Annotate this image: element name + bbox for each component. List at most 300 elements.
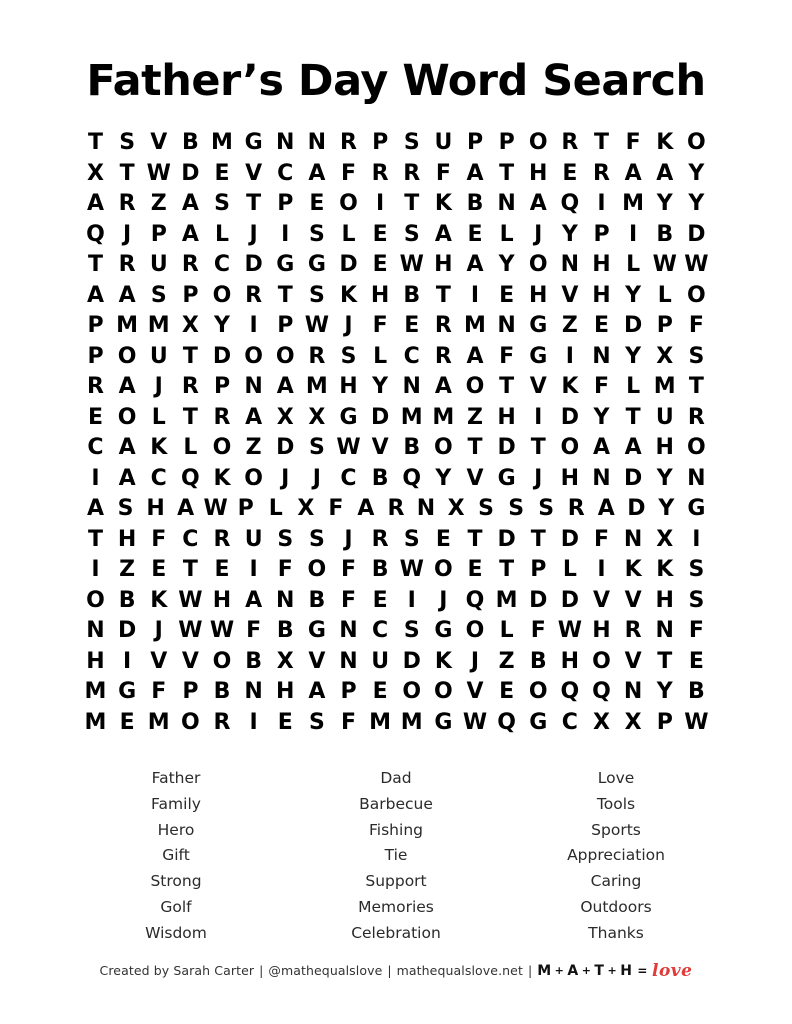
grid-cell: N xyxy=(307,130,327,156)
grid-cell: O xyxy=(402,679,422,705)
grid-cell: H xyxy=(529,160,548,186)
grid-cell: I xyxy=(534,404,543,430)
grid-cell: N xyxy=(560,252,580,278)
grid-cell: L xyxy=(151,404,166,430)
brand-love-script: love xyxy=(651,961,693,981)
grid-cell: O xyxy=(528,252,548,278)
grid-cell: L xyxy=(499,618,514,644)
grid-cell: L xyxy=(214,221,230,247)
grid-cell: F xyxy=(530,618,546,644)
grid-cell: F xyxy=(246,618,262,644)
grid-cell: L xyxy=(341,221,356,247)
grid-cell: O xyxy=(339,191,358,217)
grid-cell: E xyxy=(404,313,420,339)
grid-cell: Y xyxy=(658,496,675,522)
grid-cell: O xyxy=(434,435,453,461)
grid-cell: J xyxy=(249,221,258,247)
grid-cell: A xyxy=(624,160,642,186)
grid-row xyxy=(81,677,711,708)
grid-cell: A xyxy=(624,435,642,461)
grid-cell: O xyxy=(86,587,105,613)
grid-row xyxy=(81,159,711,190)
grid-cell: W xyxy=(557,618,583,644)
grid-cell: K xyxy=(150,435,168,461)
grid-cell: Q xyxy=(560,191,580,217)
grid-row xyxy=(81,647,711,678)
grid-cell: R xyxy=(181,374,199,400)
grid-cell: A xyxy=(86,496,105,522)
grid-cell: D xyxy=(687,221,706,247)
grid-cell: W xyxy=(336,435,361,461)
grid-cell: Z xyxy=(498,648,515,674)
grid-cell: A xyxy=(118,282,136,308)
grid-cell: J xyxy=(439,587,448,613)
grid-cell: O xyxy=(528,679,548,705)
grid-cell: R xyxy=(181,252,199,278)
grid-cell: C xyxy=(277,160,294,186)
grid-cell: E xyxy=(499,282,515,308)
grid-cell: F xyxy=(340,160,357,186)
grid-cell: A xyxy=(597,496,615,522)
grid-cell: G xyxy=(307,618,326,644)
grid-cell: B xyxy=(403,435,421,461)
grid-cell: A xyxy=(118,374,136,400)
grid-cell: E xyxy=(372,587,388,613)
grid-cell: H xyxy=(655,435,674,461)
grid-cell: T xyxy=(467,526,483,552)
grid-cell: R xyxy=(87,374,104,400)
grid-cell: Z xyxy=(467,404,483,430)
brand-letter-t: T xyxy=(594,963,605,979)
grid-cell: V xyxy=(245,160,263,186)
grid-cell: O xyxy=(117,343,137,369)
grid-cell: U xyxy=(371,648,390,674)
grid-cell: M xyxy=(432,404,455,430)
grid-cell: F xyxy=(688,618,704,644)
grid-cell: N xyxy=(339,648,358,674)
grid-row xyxy=(81,708,711,739)
grid-cell: P xyxy=(182,679,199,705)
grid-row xyxy=(81,464,711,495)
grid-cell: I xyxy=(470,282,480,308)
grid-cell: A xyxy=(308,160,326,186)
grid-cell: T xyxy=(277,282,293,308)
grid-cell: E xyxy=(372,221,388,247)
grid-cell: M xyxy=(495,587,518,613)
grid-cell: F xyxy=(372,313,388,339)
grid-cell: R xyxy=(371,160,389,186)
grid-cell: F xyxy=(340,587,357,613)
grid-cell: Q xyxy=(465,587,485,613)
grid-cell: W xyxy=(178,618,203,644)
grid-cell: W xyxy=(209,618,235,644)
grid-cell: T xyxy=(182,343,198,369)
grid-cell: D xyxy=(497,435,516,461)
grid-cell: W xyxy=(146,160,171,186)
grid-cell: T xyxy=(246,191,262,217)
grid-cell: H xyxy=(339,374,358,400)
grid-cell: B xyxy=(308,587,326,613)
grid-cell: M xyxy=(84,709,107,735)
grid-cell: D xyxy=(627,496,646,522)
grid-cell: O xyxy=(560,435,580,461)
grid-cell: X xyxy=(593,709,610,735)
grid-cell: K xyxy=(561,374,579,400)
grid-cell: G xyxy=(529,313,548,339)
grid-cell: B xyxy=(656,221,674,247)
grid-cell: S xyxy=(117,496,134,522)
grid-cell: M xyxy=(400,709,423,735)
grid-cell: W xyxy=(684,709,709,735)
grid-cell: Y xyxy=(593,404,610,430)
grid-cell: L xyxy=(562,557,577,583)
grid-cell: G xyxy=(687,496,706,522)
grid-row xyxy=(81,555,711,586)
grid-cell: H xyxy=(276,679,295,705)
grid-cell: R xyxy=(371,526,389,552)
grid-cell: O xyxy=(592,648,611,674)
grid-cell: I xyxy=(123,648,132,674)
grid-cell: S xyxy=(308,282,325,308)
grid-cell: Q xyxy=(592,679,611,705)
grid-cell: R xyxy=(687,404,705,430)
grid-cell: M xyxy=(211,130,233,156)
grid-cell: Q xyxy=(86,221,105,247)
grid-row xyxy=(81,372,711,403)
grid-cell: O xyxy=(434,679,453,705)
grid-cell: Y xyxy=(625,282,642,308)
grid-cell: Z xyxy=(119,557,136,583)
grid-row xyxy=(81,586,711,617)
grid-cell: I xyxy=(91,557,100,583)
grid-cell: Z xyxy=(245,435,262,461)
word-list-item: Appreciation xyxy=(567,846,665,865)
word-list-item: Family xyxy=(151,794,201,813)
grid-cell: M xyxy=(147,313,170,339)
grid-cell: E xyxy=(87,404,104,430)
grid-cell: J xyxy=(534,221,543,247)
grid-cell: E xyxy=(214,160,230,186)
grid-cell: K xyxy=(656,130,674,156)
grid-cell: F xyxy=(499,343,515,369)
grid-cell: Y xyxy=(498,252,515,278)
grid-cell: C xyxy=(150,465,167,491)
grid-cell: V xyxy=(150,648,168,674)
grid-cell: V xyxy=(308,648,326,674)
grid-cell: A xyxy=(434,374,452,400)
grid-cell: T xyxy=(182,557,198,583)
grid-cell: A xyxy=(466,252,484,278)
grid-cell: P xyxy=(237,496,254,522)
grid-cell: I xyxy=(249,709,258,735)
grid-cell: G xyxy=(434,618,453,644)
grid-cell: O xyxy=(212,435,232,461)
grid-cell: H xyxy=(560,465,580,491)
grid-cell: N xyxy=(497,313,516,339)
grid-cell: I xyxy=(376,191,385,217)
grid-cell: D xyxy=(560,587,579,613)
word-list-item: Barbecue xyxy=(359,794,433,813)
grid-cell: H xyxy=(655,587,674,613)
grid-cell: B xyxy=(403,282,421,308)
grid-cell: R xyxy=(567,496,585,522)
word-list-item: Golf xyxy=(160,897,192,916)
word-list-item: Tools xyxy=(596,794,636,813)
grid-cell: J xyxy=(534,465,543,491)
grid-cell: P xyxy=(656,313,673,339)
grid-cell: E xyxy=(467,557,483,583)
grid-cell: T xyxy=(530,435,546,461)
word-list-item: Caring xyxy=(590,872,642,891)
grid-cell: T xyxy=(87,526,103,552)
grid-cell: H xyxy=(592,252,611,278)
grid-cell: D xyxy=(212,343,232,369)
grid-cell: G xyxy=(529,709,548,735)
grid-row xyxy=(81,494,711,525)
brand-letter-a: A xyxy=(567,963,579,979)
word-list-item: Thanks xyxy=(588,923,644,942)
grid-cell: Y xyxy=(688,191,705,217)
grid-cell: Y xyxy=(656,679,673,705)
grid-cell: E xyxy=(688,648,704,674)
word-list-item: Love xyxy=(597,769,635,787)
grid-cell: N xyxy=(592,343,611,369)
grid-cell: E xyxy=(214,557,230,583)
brand-logo xyxy=(537,960,692,980)
grid-cell: R xyxy=(118,252,136,278)
grid-cell: C xyxy=(340,465,357,491)
grid-cell: R xyxy=(340,130,357,156)
grid-row xyxy=(81,281,711,312)
grid-cell: V xyxy=(466,465,484,491)
grid-cell: R xyxy=(213,709,231,735)
grid-cell: I xyxy=(249,557,258,583)
grid-cell: M xyxy=(653,374,676,400)
grid-cell: A xyxy=(118,435,136,461)
grid-cell: R xyxy=(308,343,326,369)
word-list-item: Tie xyxy=(384,846,408,865)
grid-row xyxy=(81,403,711,434)
word-list-item: Support xyxy=(365,872,427,891)
grid-cell: J xyxy=(281,465,290,491)
grid-cell: H xyxy=(146,496,165,522)
grid-cell: R xyxy=(213,526,231,552)
grid-cell: D xyxy=(560,404,579,430)
grid-cell: J xyxy=(154,374,163,400)
grid-cell: Q xyxy=(560,679,580,705)
grid-cell: H xyxy=(497,404,516,430)
grid-cell: P xyxy=(87,343,104,369)
grid-cell: I xyxy=(565,343,574,369)
grid-row xyxy=(81,616,711,647)
brand-plus-2: + xyxy=(581,964,592,977)
grid-cell: N xyxy=(276,130,295,156)
grid-cell: B xyxy=(466,191,484,217)
grid-cell: B xyxy=(245,648,263,674)
grid-cell: T xyxy=(625,404,641,430)
brand-letter-m: M xyxy=(537,963,552,979)
grid-cell: P xyxy=(593,221,610,247)
grid-cell: V xyxy=(466,679,484,705)
grid-cell: M xyxy=(116,313,139,339)
grid-cell: K xyxy=(434,191,452,217)
brand-plus-1: + xyxy=(554,964,565,977)
grid-cell: F xyxy=(151,526,167,552)
grid-cell: J xyxy=(470,648,480,674)
grid-cell: G xyxy=(307,252,326,278)
grid-cell: W xyxy=(462,709,488,735)
grid-cell: F xyxy=(328,496,344,522)
grid-cell: T xyxy=(87,130,103,156)
word-list-item: Memories xyxy=(358,897,434,916)
grid-cell: S xyxy=(403,618,420,644)
grid-cell: V xyxy=(181,648,199,674)
grid-cell: E xyxy=(372,679,388,705)
grid-cell: E xyxy=(499,679,515,705)
grid-cell: B xyxy=(213,679,231,705)
grid-cell: S xyxy=(308,526,325,552)
grid-cell: O xyxy=(687,282,706,308)
grid-cell: S xyxy=(508,496,525,522)
footer-separator-3: | xyxy=(527,962,533,978)
grid-cell: J xyxy=(123,221,132,247)
grid-row xyxy=(81,311,711,342)
grid-cell: S xyxy=(688,343,705,369)
grid-cell: I xyxy=(91,465,100,491)
grid-cell: L xyxy=(499,221,514,247)
grid-cell: O xyxy=(465,374,485,400)
grid-cell: D xyxy=(529,587,548,613)
grid-cell: B xyxy=(276,618,294,644)
grid-cell: W xyxy=(178,587,203,613)
grid-cell: D xyxy=(402,648,421,674)
grid-cell: T xyxy=(688,374,704,400)
grid-cell: J xyxy=(154,618,163,644)
grid-cell: E xyxy=(119,709,135,735)
grid-cell: L xyxy=(268,496,283,522)
grid-cell: D xyxy=(623,313,643,339)
word-list-item: Dad xyxy=(380,769,412,787)
grid-cell: G xyxy=(529,343,548,369)
grid-cell: T xyxy=(467,435,483,461)
grid-cell: H xyxy=(434,252,453,278)
grid-cell: P xyxy=(150,221,167,247)
grid-cell: C xyxy=(403,343,420,369)
grid-cell: H xyxy=(560,648,580,674)
grid-cell: F xyxy=(340,557,357,583)
grid-cell: O xyxy=(212,648,232,674)
grid-cell: O xyxy=(465,618,485,644)
grid-cell: O xyxy=(687,435,706,461)
grid-cell: D xyxy=(370,404,390,430)
grid-row xyxy=(81,250,711,281)
grid-cell: E xyxy=(277,709,293,735)
grid-cell: S xyxy=(688,557,705,583)
grid-cell: K xyxy=(150,587,168,613)
grid-cell: R xyxy=(403,160,421,186)
grid-cell: E xyxy=(372,252,388,278)
grid-cell: V xyxy=(561,282,579,308)
grid-cell: O xyxy=(434,557,453,583)
grid-cell: X xyxy=(181,313,199,339)
grid-cell: O xyxy=(244,465,263,491)
grid-cell: F xyxy=(435,160,451,186)
word-list-column xyxy=(296,766,496,947)
grid-cell: X xyxy=(656,526,674,552)
grid-cell: T xyxy=(499,160,515,186)
grid-cell: R xyxy=(593,160,610,186)
grid-cell: L xyxy=(373,343,388,369)
grid-cell: C xyxy=(182,526,199,552)
grid-cell: F xyxy=(151,679,167,705)
grid-cell: X xyxy=(308,404,326,430)
grid-cell: N xyxy=(497,191,516,217)
grid-cell: W xyxy=(684,252,709,278)
word-list-column xyxy=(516,766,716,947)
grid-cell: J xyxy=(344,526,353,552)
grid-cell: A xyxy=(276,374,294,400)
grid-cell: D xyxy=(623,465,643,491)
grid-cell: A xyxy=(592,435,611,461)
grid-cell: T xyxy=(499,557,515,583)
grid-cell: B xyxy=(371,465,389,491)
grid-cell: Y xyxy=(625,343,642,369)
word-list-item: Hero xyxy=(157,820,195,839)
grid-cell: W xyxy=(203,496,228,522)
grid-cell: B xyxy=(181,130,199,156)
grid-cell: R xyxy=(118,191,136,217)
grid-cell: X xyxy=(87,160,104,186)
grid-cell: A xyxy=(86,191,105,217)
grid-cell: G xyxy=(339,404,358,430)
grid-cell: I xyxy=(249,313,258,339)
grid-cell: I xyxy=(629,221,638,247)
grid-cell: A xyxy=(245,587,263,613)
grid-cell: A xyxy=(177,496,195,522)
grid-cell: O xyxy=(275,343,295,369)
grid-cell: N xyxy=(244,679,263,705)
grid-cell: T xyxy=(435,282,451,308)
grid-cell: W xyxy=(399,557,424,583)
word-list xyxy=(76,766,716,947)
grid-cell: P xyxy=(277,191,294,217)
footer-credit: Created by Sarah Carter xyxy=(99,962,255,978)
grid-cell: Y xyxy=(435,465,452,491)
grid-cell: S xyxy=(403,221,420,247)
word-list-item: Fishing xyxy=(369,820,423,839)
grid-cell: U xyxy=(244,526,263,552)
grid-cell: O xyxy=(244,343,263,369)
grid-cell: A xyxy=(181,221,199,247)
word-list-item: Strong xyxy=(150,872,202,891)
page-title: Father’s Day Word Search xyxy=(86,56,706,106)
grid-cell: F xyxy=(277,557,293,583)
grid-cell: H xyxy=(212,587,232,613)
grid-cell: Y xyxy=(372,374,389,400)
grid-cell: D xyxy=(244,252,263,278)
word-search-grid xyxy=(81,128,711,738)
word-list-item: Outdoors xyxy=(580,897,652,916)
grid-cell: N xyxy=(592,465,611,491)
grid-cell: S xyxy=(688,587,705,613)
word-list-item: Gift xyxy=(162,846,190,865)
footer-separator-2: | xyxy=(387,962,392,978)
grid-cell: F xyxy=(593,526,610,552)
grid-cell: D xyxy=(117,618,137,644)
grid-cell: X xyxy=(624,709,642,735)
grid-cell: A xyxy=(118,465,136,491)
grid-row xyxy=(81,220,711,251)
